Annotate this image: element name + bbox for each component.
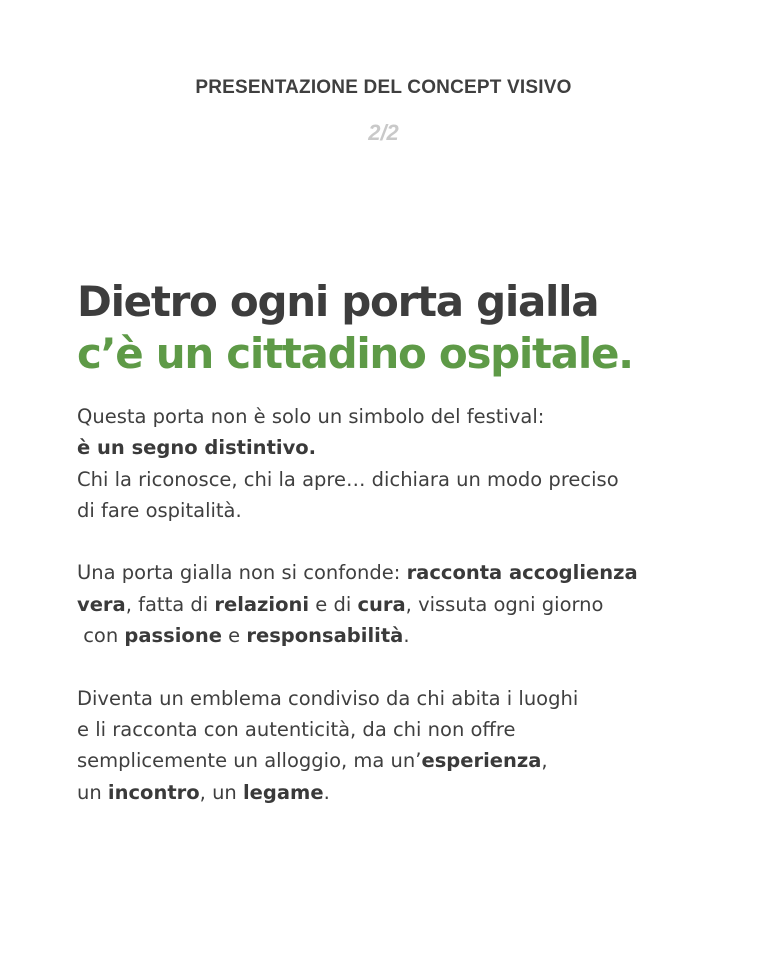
p2-text: e di (309, 592, 358, 616)
p2-text: . (403, 624, 410, 648)
page-indicator: 2/2 (368, 120, 399, 145)
p3-text: . (323, 780, 330, 804)
p3-line-4 (77, 777, 737, 808)
p2-emphasis: responsabilità (246, 624, 404, 648)
headline-line-1: Dietro ogni porta gialla (77, 277, 599, 326)
headline (77, 276, 737, 380)
p2-emphasis: vera (77, 592, 126, 616)
p2-text: , fatta di (125, 592, 215, 616)
p2-emphasis: passione (124, 624, 222, 648)
p2-emphasis: cura (357, 592, 406, 616)
p1-line-1: Questa porta non è solo un simbolo del festival: (77, 405, 545, 428)
p1-emphasis: è un segno distintivo. (77, 436, 317, 460)
p2-line-1 (77, 557, 737, 588)
p2-emphasis: racconta accoglienza (406, 561, 638, 585)
p3-text: , (541, 749, 548, 773)
p3-text: , un (199, 780, 243, 804)
p2-text: e (221, 624, 247, 648)
p3-emphasis: incontro (107, 780, 200, 804)
p1-line-4: di fare ospitalità. (77, 498, 242, 522)
headline-line-2: c’è un cittadino ospitale. (77, 329, 633, 378)
paragraph-3 (77, 683, 737, 808)
p2-text: con (77, 624, 125, 648)
p3-emphasis: legame (243, 780, 324, 804)
p3-text: un (77, 780, 108, 804)
p3-text: semplicemente un alloggio, ma un’ (77, 749, 422, 773)
header-title: PRESENTAZIONE DEL CONCEPT VISIVO (195, 77, 572, 98)
p3-emphasis: esperienza (421, 749, 542, 773)
p3-line-3 (77, 745, 737, 776)
p1-line-3: Chi la riconosce, chi la apre… dichiara un modo preciso (77, 467, 619, 491)
p2-text: Una porta gialla non si confonde: (77, 561, 407, 585)
paragraph-2 (77, 557, 737, 651)
p2-text: , vissuta ogni giorno (405, 592, 604, 616)
body-text (77, 401, 737, 839)
p3-line-2: e li racconta con autenticità, da chi non offre (77, 717, 516, 741)
paragraph-1 (77, 401, 737, 526)
p2-line-3 (77, 620, 737, 651)
p2-line-2 (77, 589, 737, 620)
p1-line-2 (77, 432, 737, 463)
p3-line-1: Diventa un emblema condiviso da chi abita i luoghi (77, 686, 579, 710)
p2-emphasis: relazioni (214, 592, 310, 616)
